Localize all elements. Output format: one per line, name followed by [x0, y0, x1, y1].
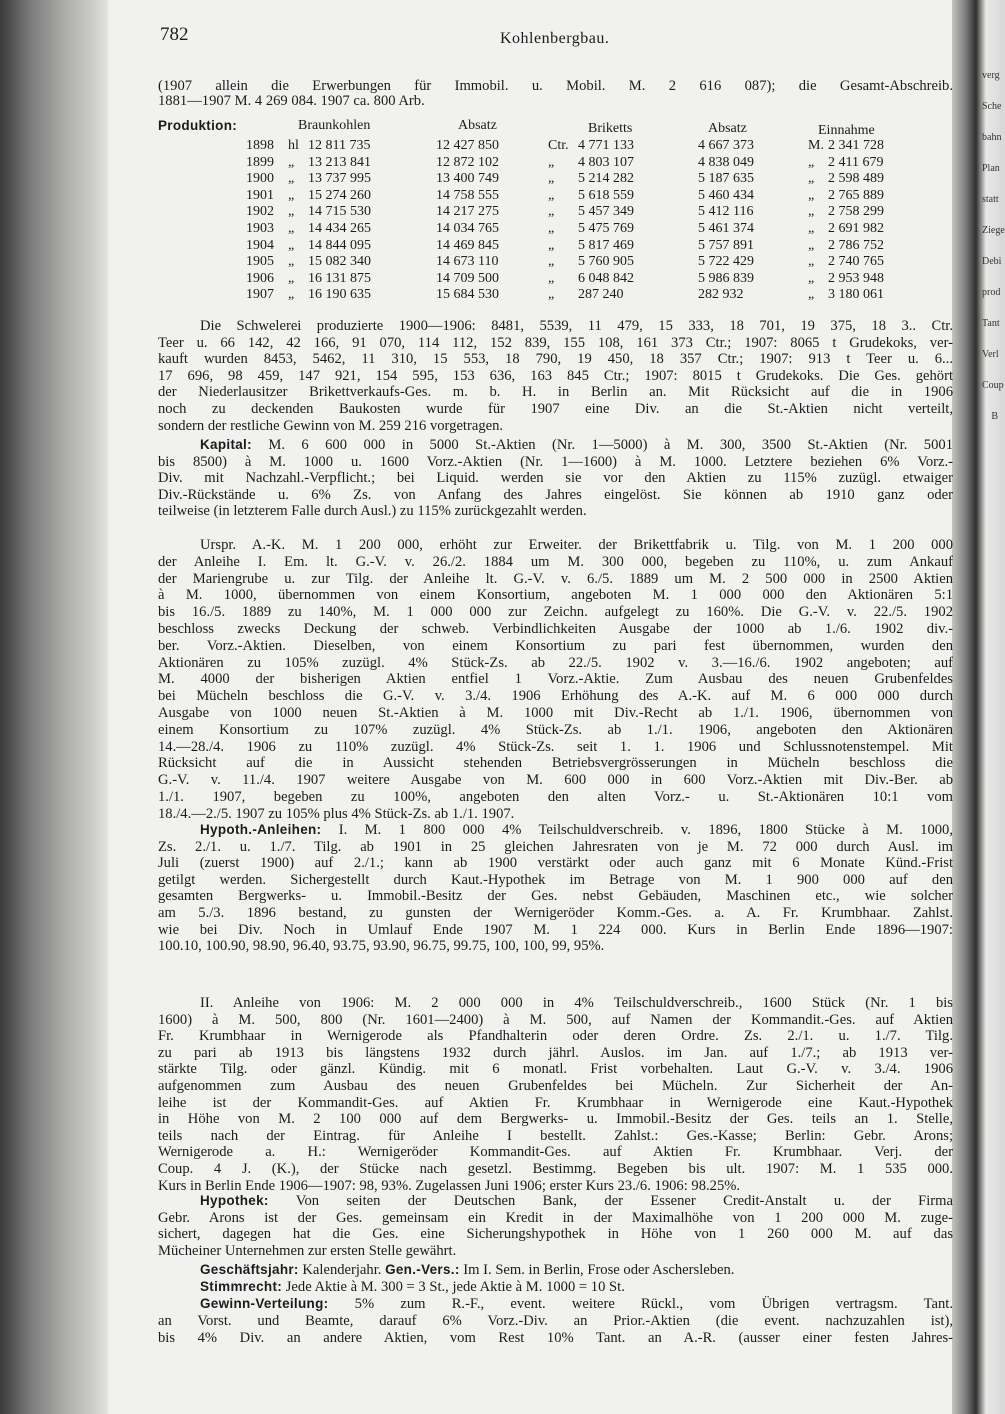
edge-fragments [982, 60, 1005, 432]
text-line: Juli (zuerst 1900) auf 2./1.; kann ab 1900 verstärkt oder auch ganz mit 6 Monate Künd.-Frist [158, 855, 953, 872]
text-line: 17 696, 98 459, 147 921, 154 595, 153 636, 163 845 Ctr.; 1907: 8015 t Grudekoks. Die Ges. gehört [158, 367, 953, 384]
section-text: I. M. 1 800 000 4% Teilschuldverschreib. v. 1896, 1800 Stücke à M. 1000, [338, 822, 953, 838]
text-line: noch zu deckenden Baukosten wurde für 1907 eine Div. an die St.-Aktien nicht verteilt, [158, 401, 953, 417]
text-line: sondern der restliche Gewinn von M. 259 216 vorgetragen. [158, 417, 504, 434]
text-line: 18./4.—2./5. 1907 zu 105% plus 4% Stück-Zs. ab 1./1. 1907. [158, 805, 515, 822]
cell-u2: „ [548, 287, 555, 303]
cell-br: 4 803 107 [578, 154, 634, 170]
cell-u1: „ [288, 254, 295, 270]
cell-u1: „ [288, 270, 295, 286]
cell-ab: 14 034 765 [436, 221, 499, 236]
text-line: getilgt werden. Sichergestellt durch Kaut.-Hypothek im Betrage von M. 1 900 000 auf den [158, 871, 953, 888]
page-number: 782 [160, 24, 189, 45]
cell-year: 1898 [246, 138, 274, 153]
cell-ab: 14 673 110 [436, 254, 499, 270]
cell-bk: 13 213 841 [308, 154, 371, 170]
text-line: sichert, dagegen hat die Ges. eine Sicherungshypothek in Höhe von 1 260 000 M. auf das [158, 1226, 953, 1243]
cell-u3: „ [808, 187, 815, 203]
hypoth-label: Hypoth.-Anleihen: [200, 822, 322, 837]
cell-year: 1906 [246, 270, 274, 286]
cell-br: 6 048 842 [578, 270, 634, 286]
cell-ab2: 4 838 049 [698, 154, 754, 170]
cell-year: 1903 [246, 221, 274, 236]
cell-u1: „ [288, 237, 295, 253]
text-line: Div. mit Nachzahl.-Verpflicht.; bei Liquid. werden sie vor den Aktien zu 115% zuzügl. etwaiger [158, 470, 953, 487]
cell-ein: 2 411 679 [828, 154, 884, 170]
production-row [158, 221, 953, 237]
geschaeftsjahr-label: Geschäftsjahr: [200, 1262, 299, 1277]
section-text: Jede Aktie à M. 300 = 3 St., jede Aktie à M. 1000 = 10 St. [285, 1279, 625, 1295]
edge-fragment: B [991, 411, 998, 422]
cell-ab2: 5 722 429 [698, 254, 754, 270]
cell-br: 5 214 282 [578, 171, 634, 187]
text-line: à M. 1000, übernommen von einem Konsortium, angeboten M. 1 000 000 den Aktionären 5:1 [158, 587, 953, 604]
cell-u2: „ [548, 270, 555, 286]
cell-ab: 14 758 555 [436, 187, 499, 203]
text-line: bis 8500) à M. 1000 u. 1600 Vorz.-Aktien (Nr. 1—1600) à M. 1000. Letztere beziehen 6% Vorz.- [158, 453, 953, 470]
cell-year: 1905 [246, 254, 274, 270]
section-text: Von seiten der Deutschen Bank, der Essener Credit-Anstalt u. der Firma [295, 1193, 953, 1209]
cell-u2: „ [548, 254, 555, 270]
cell-ein: 3 180 061 [828, 287, 884, 303]
cell-br: 5 817 469 [578, 237, 634, 253]
cell-u3: „ [808, 237, 815, 253]
cell-ab2: 5 187 635 [698, 171, 754, 187]
text-line: am 5./3. 1896 bestand, zu gunsten der Wernigeröder Komm.-Ges. a. A. Fr. Krumbhaar. Zahlst. [158, 905, 953, 921]
text-line [200, 822, 953, 838]
section-text: Kalenderjahr. [302, 1262, 382, 1278]
text-line: in Höhe von M. 2 100 000 auf dem Bergwerks- u. Immobil.-Besitz der Ges. teils an 1. Stelle, [158, 1111, 953, 1128]
text-line: einem Konsortium zu 107% zuzügl. 4% Stück-Zs. ab 1./1. 1906, angeboten den Aktionären [158, 721, 953, 738]
cell-ab2: 5 986 839 [698, 270, 754, 286]
edge-fragment: Plan [982, 163, 1000, 174]
text-line: stärkte Tilg. oder gänzl. Kündig. mit 6 monatl. Frist vorbehalten. Laut G.-V. v. 3./4. 1906 [158, 1061, 953, 1078]
cell-bk: 14 715 530 [308, 204, 371, 220]
text-line: teils nach der Eintrag. für Anleihe I bestellt. Zahlst.: Ges.-Kasse; Berlin: Gebr. Arons; [158, 1127, 953, 1144]
edge-fragment: Ziege [982, 225, 1005, 236]
text-line: Aktionären zu 105% zuzügl. 4% Stück-Zs. ab 22./5. 1902 v. 3.—16./6. 1902 angeboten; auf [158, 654, 953, 671]
text-line: Mücheiner Unternehmen zur ersten Stelle gewährt. [158, 1242, 457, 1259]
production-row [158, 287, 953, 303]
cell-bk: 14 844 095 [308, 237, 371, 253]
text-line: zu pari ab 1913 bis längstens 1932 durch jährl. Auslos. im Jan. auf 1./7.; ab 1913 ver- [158, 1044, 953, 1061]
cell-br: 5 618 559 [578, 187, 634, 203]
cell-ab: 14 709 500 [436, 270, 499, 286]
cell-year: 1901 [246, 187, 274, 203]
cell-u1: „ [288, 204, 295, 220]
text-line: Div.-Rückstände u. 6% Zs. von Anfang des Jahres eingelöst. Sie können ab 1910 ganz oder [158, 486, 953, 503]
cell-year: 1900 [246, 171, 274, 187]
col-absatz-2: Absatz [708, 121, 747, 136]
cell-u3: „ [808, 154, 815, 170]
text-line: II. Anleihe von 1906: M. 2 000 000 in 4% Teilschuldverschreib., 1600 Stück (Nr. 1 bis [200, 995, 953, 1011]
text-line: wie bei Div. Noch in Umlauf Ende 1907 M. 1 224 000. Kurs in Berlin Ende 1896—1907: [158, 921, 953, 938]
cell-br: 5 475 769 [578, 221, 634, 236]
edge-fragment: Tant [982, 318, 1000, 329]
text-line: Teer u. 66 142, 42 166, 91 070, 114 112, 152 839, 155 108, 161 373 Ctr.; 1907: 8065 t Grudekoks, ver- [158, 334, 953, 351]
gewinn-label: Gewinn-Verteilung: [200, 1296, 329, 1311]
cell-ein: 2 598 489 [828, 171, 884, 187]
running-header [160, 24, 950, 54]
cell-year: 1902 [246, 204, 274, 220]
stimmrecht-label: Stimmrecht: [200, 1279, 283, 1294]
edge-fragment: statt [982, 194, 999, 205]
text-line [200, 1296, 953, 1312]
cell-ab: 12 872 102 [436, 154, 499, 170]
text-line: Gebr. Arons ist der Ges. gemeinsam ein Kredit in der Maximalhöhe von 1 200 000 M. zuge- [158, 1209, 953, 1226]
text-line [200, 1279, 953, 1295]
cell-br: 4 771 133 [578, 138, 634, 153]
text-line [200, 1193, 953, 1209]
genvers-label: Gen.-Vers.: [385, 1262, 460, 1277]
scan-right-edge [952, 0, 1005, 1414]
cell-u1: „ [288, 154, 295, 170]
text-line: Ausgabe von 1000 neuen St.-Aktien à M. 1000 mit Div.-Recht ab 1./1. 1906, übernommen von [158, 705, 953, 721]
cell-u3: „ [808, 287, 815, 303]
kapital-label: Kapital: [200, 437, 252, 452]
cell-ab2: 5 757 891 [698, 237, 754, 253]
text-line: M. 4000 der bisherigen Aktien entfiel 1 Vorz.-Aktie. Zum Ausbau des neuen Grubenfeldes [158, 671, 953, 688]
text-line: bis 4% Div. an andere Aktien, vom Rest 10% Tant. an A.-R. (ausser einer festen Jahres- [158, 1329, 953, 1346]
cell-bk: 13 737 995 [308, 171, 371, 187]
edge-fragment: Debi [982, 256, 1002, 267]
production-row [158, 238, 953, 254]
text-line: Zs. 2./1. u. 1./7. Tilg. ab 1901 in 25 gleichen Jahresraten von je M. 72 000 durch Ausl. im [158, 838, 953, 855]
production-label: Produktion: [158, 118, 238, 133]
production-row [158, 204, 953, 220]
production-row [158, 254, 953, 270]
text-line: der Mariengrube u. zur Tilg. der Anleihe lt. G.-V. v. 6./5. 1889 um M. 2 500 000 in 2500 Aktien [158, 570, 953, 587]
text-line: ber. Vorz.-Aktien. Dieselben, von einem Konsortium zu pari fest übernommen, wurden den [158, 637, 953, 654]
cell-bk: 16 190 635 [308, 287, 371, 303]
cell-ab2: 5 412 116 [698, 204, 754, 220]
col-einnahme: Einnahme [818, 123, 875, 138]
cell-ab: 12 427 850 [436, 138, 499, 153]
edge-fragment: Coup [982, 380, 1004, 391]
text-line: kauft wurden 8453, 5462, 11 310, 15 553, 18 790, 19 450, 18 357 Ctr.; 1907: 913 t Teer u. 6... [158, 351, 953, 368]
production-row [158, 271, 953, 287]
edge-fragment: verg [982, 70, 1000, 81]
text-line: teilweise (in letzterem Falle durch Ausl.) zu 115% zurückgezahlt werden. [158, 503, 587, 520]
text-line: aufgenommen zum Ausbau des neuen Grubenfeldes bei Mücheln. Zur Sicherheit der An- [158, 1078, 953, 1094]
production-row [158, 188, 953, 204]
production-row [158, 155, 953, 171]
cell-year: 1907 [246, 287, 274, 303]
text-line: Fr. Krumbhaar in Wernigerode als Pfandhalterin oder deren Ordre. Zs. 2./1. u. 1./7. Tilg. [158, 1028, 953, 1045]
cell-u2: „ [548, 187, 555, 203]
cell-u1: „ [288, 187, 295, 203]
edge-fragment: prod [982, 287, 1001, 298]
production-row [158, 138, 953, 154]
cell-ein: 2 691 982 [828, 221, 884, 236]
cell-ab2: 5 460 434 [698, 187, 754, 203]
cell-u1: „ [288, 171, 295, 187]
cell-ab2: 5 461 374 [698, 221, 754, 236]
production-table [158, 118, 953, 318]
cell-ein: 2 953 948 [828, 270, 884, 286]
text-line: Die Schwelerei produzierte 1900—1906: 8481, 5539, 11 479, 15 333, 18 701, 19 375, 18 3.. Ctr. [200, 318, 953, 334]
cell-ein: 2 740 765 [828, 254, 884, 270]
text-line: beschloss zwecks Deckung der schweb. Verbindlichkeiten Ausgabe der 1000 ab 1./6. 1902 div.- [158, 621, 953, 637]
cell-year: 1904 [246, 237, 274, 253]
cell-u2: „ [548, 204, 555, 220]
col-briketts: Briketts [588, 121, 633, 136]
cell-u3: „ [808, 221, 815, 236]
cell-ab: 15 684 530 [436, 287, 499, 303]
cell-bk: 15 274 260 [308, 187, 371, 203]
text-line: gesamten Bergwerks- u. Immobil.-Besitz der Ges. nebst Gebäuden, Maschinen etc., wie solcher [158, 888, 953, 905]
cell-bk: 16 131 875 [308, 270, 371, 286]
cell-u3: „ [808, 254, 815, 270]
section-text: 5% zum R.-F., event. weitere Rückl., vom Übrigen vertragsm. Tant. [354, 1296, 953, 1312]
cell-u2: Ctr. [548, 138, 569, 153]
cell-ab: 13 400 749 [436, 171, 499, 187]
cell-ab: 14 217 275 [436, 204, 499, 220]
text-line [200, 437, 953, 453]
section-text: M. 6 600 000 in 5000 St.-Aktien (Nr. 1—5000) à M. 300, 3500 St.-Aktien (Nr. 5001 [268, 437, 953, 453]
cell-year: 1899 [246, 154, 274, 170]
text-line: Rücksicht auf die in Aussicht stehenden Betriebsvergrösserungen in Mücheln beschloss die [158, 755, 953, 772]
text-line: 14.—28./4. 1906 zu 110% zuzügl. 4% Stück-Zs. seit 1. 1. 1906 und Schlussnotenstempel. Mit [158, 738, 953, 755]
text-line: 1600) à M. 500, 800 (Nr. 1601—2400) à M. 500, auf Namen der Kommandit.-Ges. auf Aktien [158, 1011, 953, 1028]
text-line: G.-V. v. 11./4. 1907 weitere Ausgabe von M. 600 000 in 600 Vorz.-Aktien mit Div.-Ber. ab [158, 772, 953, 789]
cell-ab: 14 469 845 [436, 237, 499, 253]
cell-ein: 2 341 728 [828, 138, 884, 153]
cell-ein: 2 758 299 [828, 204, 884, 220]
cell-u2: „ [548, 221, 555, 236]
text-line: der Niederlausitzer Brikettverkaufs-Ges. m. b. H. in Berlin an. Mit Rücksicht auf die in 1906 [158, 384, 953, 401]
running-title: Kohlenbergbau. [500, 30, 610, 47]
text-line: bei Mücheln beschloss die G.-V. v. 3./4. 1906 Erhöhung des A.-K. auf M. 6 000 000 durch [158, 688, 953, 705]
production-table-header [158, 118, 953, 136]
text-line: leihe ist der Kommandit-Ges. auf Aktien Fr. Krumbhaar in Wernigerode eine Kaut.-Hypothek [158, 1094, 953, 1111]
text-line: 1881—1907 M. 4 269 084. 1907 ca. 800 Arb. [158, 93, 425, 109]
cell-u2: „ [548, 171, 555, 187]
cell-br: 287 240 [578, 287, 624, 303]
hypothek-label: Hypothek: [200, 1193, 269, 1208]
text-line: 100.10, 100.90, 98.90, 96.40, 93.75, 93.90, 96.75, 99.75, 100, 100, 99, 95%. [158, 938, 605, 955]
cell-u3: „ [808, 171, 815, 187]
section-text: Im I. Sem. in Berlin, Frose oder Aschersleben. [463, 1262, 735, 1278]
col-absatz: Absatz [458, 118, 497, 133]
cell-u2: „ [548, 154, 555, 170]
cell-bk: 12 811 735 [308, 138, 371, 153]
col-braunkohlen: Braunkohlen [298, 118, 371, 133]
production-row [158, 171, 953, 187]
cell-ein: 2 786 752 [828, 237, 884, 253]
cell-ab2: 4 667 373 [698, 138, 754, 153]
cell-bk: 15 082 340 [308, 254, 371, 270]
text-line: Kurs in Berlin Ende 1906—1907: 98, 93%. Zugelassen Juni 1906; erster Kurs 23./6. 1906: 98.25%. [158, 1177, 741, 1194]
cell-ab2: 282 932 [698, 287, 744, 303]
text-line [200, 1262, 953, 1278]
edge-fragment: Sche [982, 101, 1002, 112]
cell-br: 5 760 905 [578, 254, 634, 270]
cell-u1: „ [288, 287, 295, 303]
cell-u1: „ [288, 221, 295, 236]
text-line: (1907 allein die Erwerbungen für Immobil. u. Mobil. M. 2 616 087); die Gesamt-Abschreib. [158, 78, 953, 94]
cell-bk: 14 434 265 [308, 221, 371, 236]
cell-u3: „ [808, 204, 815, 220]
cell-u3: „ [808, 270, 815, 286]
text-line: bis 16./5. 1889 zu 140%, M. 1 000 000 zur Zeichn. aufgelegt zu 160%. Die G.-V. v. 22./5. 1902 [158, 604, 953, 621]
cell-br: 5 457 349 [578, 204, 634, 220]
edge-fragment: bahn [982, 132, 1002, 143]
cell-u3: M. [808, 138, 824, 153]
text-line: Wernigerode a. H.: Wernigeröder Kommandit-Ges. auf Aktien Fr. Krumbhaar. Verj. der [158, 1144, 953, 1161]
cell-ein: 2 765 889 [828, 187, 884, 203]
cell-u2: „ [548, 237, 555, 253]
text-line: Coup. 4 J. (K.), der Stücke nach gesetzl. Bestimmg. Begeben bis ult. 1907: M. 1 535 000. [158, 1161, 953, 1177]
edge-fragment: Verl [982, 349, 999, 360]
text-line: 1./1. 1907, begeben zu 100%, angeboten den alten Vorz.- u. St.-Aktionären 10:1 vom [158, 789, 953, 805]
text-line: der Anleihe I. Em. lt. G.-V. v. 26./2. 1884 um M. 300 000, begeben zu 110%, u. zum Ankauf [158, 553, 953, 570]
text-line: Urspr. A.-K. M. 1 200 000, erhöht zur Erweiter. der Brikettfabrik u. Tilg. von M. 1 200 000 [200, 537, 953, 553]
text-line: an Vorst. und Beamte, darauf 6% Vorz.-Div. an Prior.-Aktien (die event. nachzuzahlen ist), [158, 1313, 953, 1329]
cell-u1: hl [288, 138, 299, 153]
book-gutter [0, 0, 108, 1414]
